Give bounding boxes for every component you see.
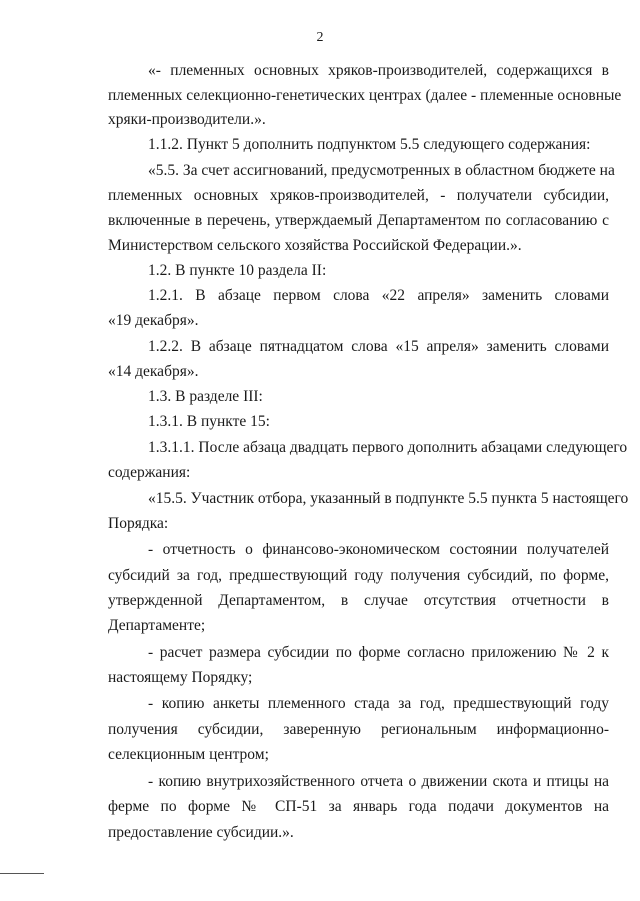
text-line: Департаменте;: [108, 617, 206, 634]
text-line: 1.2. В пункте 10 раздела II:: [148, 262, 327, 279]
page-number: 2: [316, 30, 324, 45]
text-line: содержания:: [108, 464, 191, 481]
text-line: - расчет размера субсидии по форме согласно приложению № 2 к: [148, 644, 609, 661]
text-line: предоставление субсидии.».: [108, 824, 294, 841]
text-line: «19 декабря».: [108, 312, 199, 329]
text-line: ферме по форме № СП-51 за январь года подачи документов на: [108, 798, 609, 815]
text-line: настоящему Порядку;: [108, 669, 253, 686]
text-line: хряки-производители.».: [108, 111, 266, 128]
text-line: 1.2.1. В абзаце первом слова «22 апреля» заменить словами: [148, 287, 609, 304]
text-line: - копию внутрихозяйственного отчета о движении скота и птицы на: [148, 773, 609, 790]
text-line: субсидий за год, предшествующий году получения субсидий, по форме,: [108, 567, 609, 584]
text-line: 1.3. В разделе III:: [148, 388, 263, 405]
text-line: - копию анкеты племенного стада за год, предшествующий году: [148, 695, 609, 712]
text-line: Порядка:: [108, 515, 169, 532]
text-line: племенных основных хряков-производителей, - получатели субсидии,: [108, 187, 609, 204]
text-line: 1.2.2. В абзаце пятнадцатом слова «15 апреля» заменить словами: [148, 338, 609, 355]
text-line: получения субсидии, заверенную региональным информационно-: [108, 721, 609, 738]
text-line: племенных селекционно-генетических центрах (далее - племенные основные: [108, 87, 622, 104]
text-line: «5.5. За счет ассигнований, предусмотренных в областном бюджете на: [148, 162, 615, 179]
text-line: включенные в перечень, утверждаемый Департаментом по согласованию с: [108, 212, 609, 229]
text-line: утвержденной Департаментом, в случае отсутствия отчетности в: [108, 592, 609, 609]
text-line: селекционным центром;: [108, 746, 269, 763]
text-line: - отчетность о финансово-экономическом состоянии получателей: [148, 541, 609, 558]
text-line: Министерством сельского хозяйства Российской Федерации.».: [108, 237, 522, 254]
text-line: 1.1.2. Пункт 5 дополнить подпунктом 5.5 следующего содержания:: [148, 136, 591, 153]
text-line: «14 декабря».: [108, 363, 199, 380]
scan-margin-mark: [0, 873, 44, 874]
text-line: 1.3.1.1. После абзаца двадцать первого дополнить абзацами следующего: [148, 439, 628, 456]
text-line: 1.3.1. В пункте 15:: [148, 413, 270, 430]
text-line: «15.5. Участник отбора, указанный в подпункте 5.5 пункта 5 настоящего: [148, 490, 629, 507]
text-line: «- племенных основных хряков-производителей, содержащихся в: [148, 62, 609, 79]
